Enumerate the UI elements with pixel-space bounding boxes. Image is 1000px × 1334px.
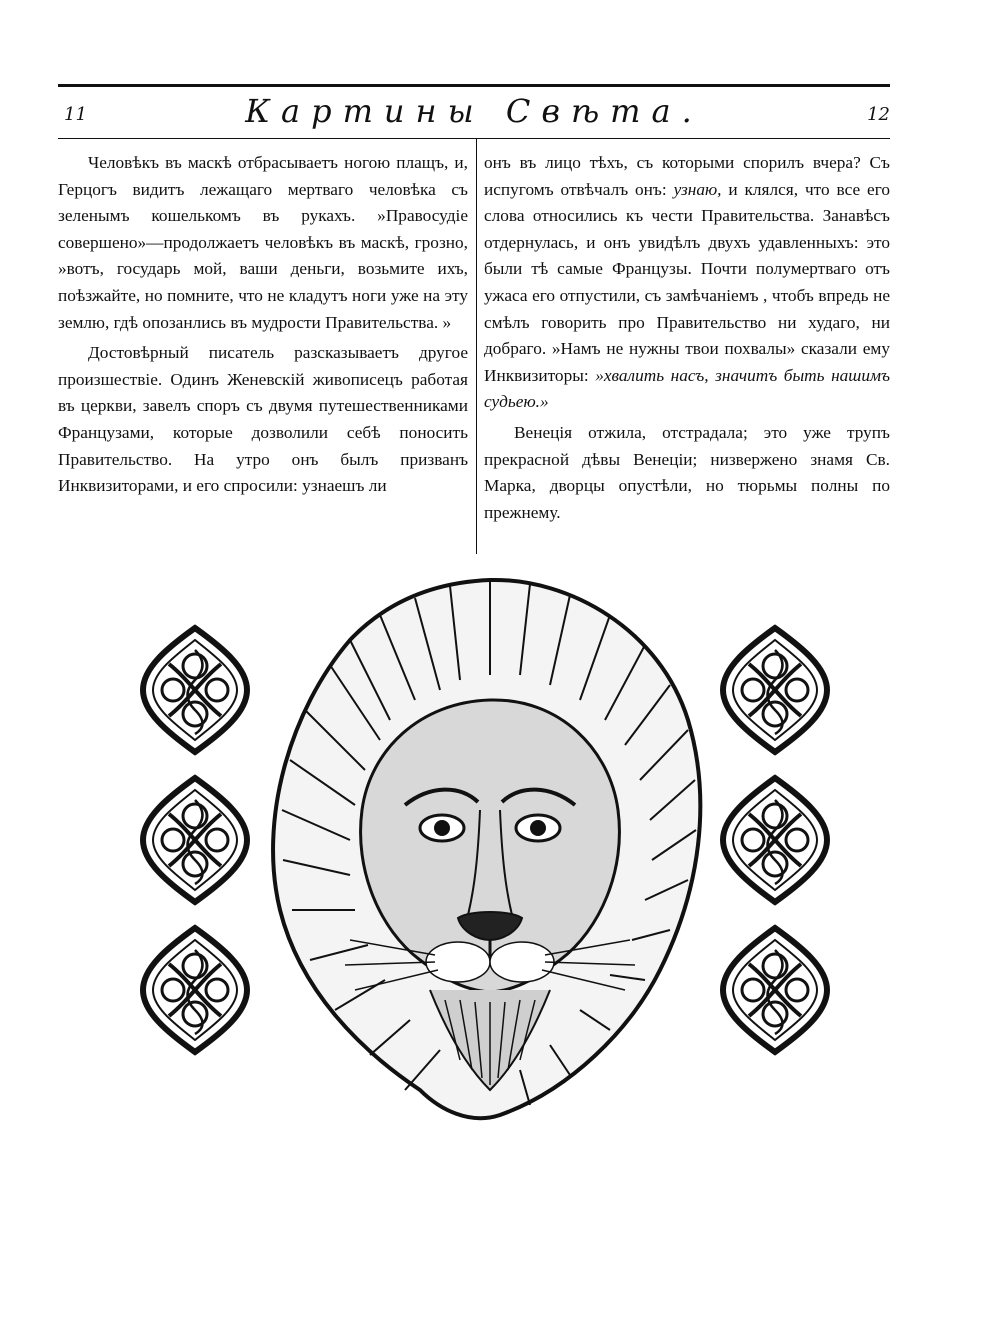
left-paragraph-1: Человѣкъ въ маскѣ отбрасываетъ ногою плащъ, и, Герцогъ видитъ лежащаго мертваго человѣка съ зеленымъ кошелькомъ въ рукахъ. »Правосудіе совершено»—продолжаетъ человѣкъ въ маскѣ, грозно, »вотъ, государь мой, ваши деньги, возьмите ихъ, поѣзжайте, но помните, что не кладутъ ноги уже на эту землю, гдѣ опозанлись въ мудрости Правительства. »: [58, 153, 468, 332]
page-number-left: 11: [64, 104, 87, 125]
lion-head-engraving: [273, 580, 700, 1118]
column-divider: [476, 138, 477, 554]
knot-ornament-left-1: [143, 628, 247, 752]
right-paragraph-2: Венеція отжила, отстрадала; это уже трупъ прекрасной дѣвы Венеціи; низвержено знамя Св. Марка, дворцы опустѣли, но тюрьмы полны по прежнему.: [484, 422, 890, 522]
lion-illustration: [140, 570, 840, 1170]
knot-ornament-right-2: [723, 778, 827, 902]
running-title: Картины Свѣта.: [245, 92, 703, 130]
right-paragraph-1: [484, 150, 890, 416]
right-p1-start: онъ въ лицо тѣхъ, съ которыми спорилъ вчера? Съ испугомъ отвѣчалъ онъ:: [484, 153, 890, 199]
right-p1-italic-2: »хвалить насъ, значитъ быть нашимъ судьею.»: [484, 365, 890, 412]
knot-ornament-right-1: [723, 628, 827, 752]
knot-ornament-right-3: [723, 928, 827, 1052]
right-p1-italic-1: узнаю,: [673, 179, 722, 199]
right-column: [484, 150, 890, 530]
right-p1-middle: и клялся, что все его слова относились къ чести Правительства. Занавѣсъ отдернулась, и онъ увидѣлъ двухъ удавленныхъ: это были тѣ самые Французы. Почти полумертваго отъ ужаса его отпустили, съ замѣчаніемъ , чтобъ впредь не смѣлъ говорить про Правительство ни худаго, ни добраго. »Намъ не нужны твои похвалы» сказали ему Инквизиторы:: [484, 179, 890, 385]
header-top-rule: [58, 84, 890, 87]
knot-ornament-left-3: [143, 928, 247, 1052]
page-number-right: 12: [867, 104, 890, 125]
knot-ornament-left-2: [143, 778, 247, 902]
header-bottom-rule: [58, 138, 890, 139]
left-paragraph-2: Достовѣрный писатель разсказываетъ другое произшествіе. Одинъ Женевскій живописецъ работая въ церкви, завелъ споръ съ двумя путешественниками Французами, которые дозволили себѣ поносить Правительство. На утро онъ былъ призванъ Инквизиторами, и его спросили: узнаешъ ли: [58, 343, 468, 496]
left-column: [58, 150, 468, 504]
